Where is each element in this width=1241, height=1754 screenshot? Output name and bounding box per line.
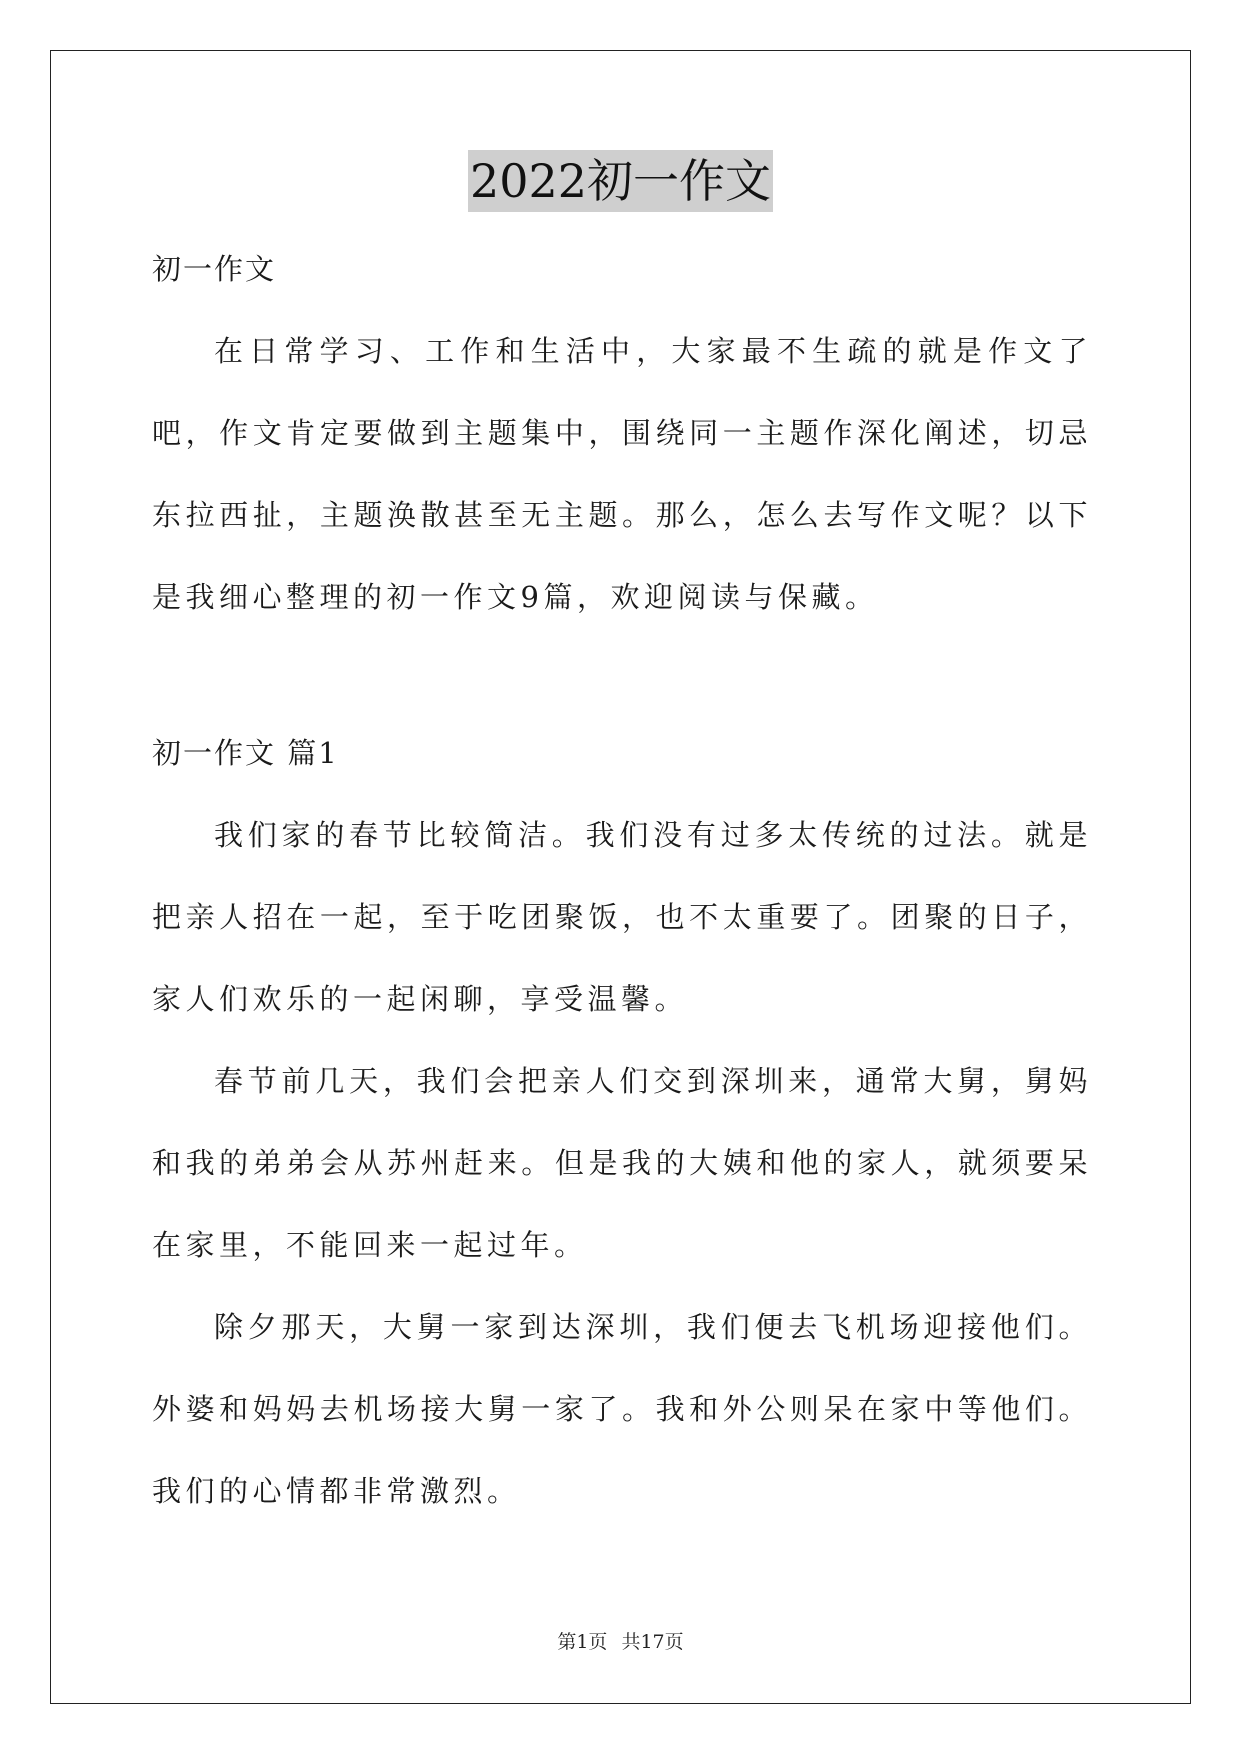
body-paragraph: 我们家的春节比较简洁。我们没有过多太传统的过法。就是把亲人招在一起，至于吃团聚饭，也不太重要了。团聚的日子，家人们欢乐的一起闲聊，享受温馨。 bbox=[152, 818, 1092, 1016]
subtitle: 初一作文 bbox=[152, 252, 277, 286]
document-title: 2022初一作文 bbox=[468, 150, 773, 212]
body-paragraph: 除夕那天，大舅一家到达深圳，我们便去飞机场迎接他们。外婆和妈妈去机场接大舅一家了。我和外公则呆在家中等他们。我们的心情都非常激烈。 bbox=[152, 1310, 1092, 1508]
page-total: 共17页 bbox=[621, 1631, 684, 1653]
intro-paragraph: 在日常学习、工作和生活中，大家最不生疏的就是作文了吧，作文肯定要做到主题集中，围绕同一主题作深化阐述，切忌东拉西扯，主题涣散甚至无主题。那么，怎么去写作文呢？以下是我细心整理的初一作文9篇，欢迎阅读与保藏。 bbox=[152, 334, 1092, 614]
document-body bbox=[152, 228, 1092, 1532]
body-paragraph: 春节前几天，我们会把亲人们交到深圳来，通常大舅，舅妈和我的弟弟会从苏州赶来。但是我的大姨和他的家人，就须要呆在家里，不能回来一起过年。 bbox=[152, 1064, 1092, 1262]
page-number: 第1页 bbox=[557, 1631, 608, 1653]
page-footer bbox=[0, 1627, 1241, 1654]
title-container bbox=[0, 150, 1241, 212]
section-heading: 初一作文 篇1 bbox=[152, 736, 339, 770]
section-spacer bbox=[152, 638, 1092, 712]
